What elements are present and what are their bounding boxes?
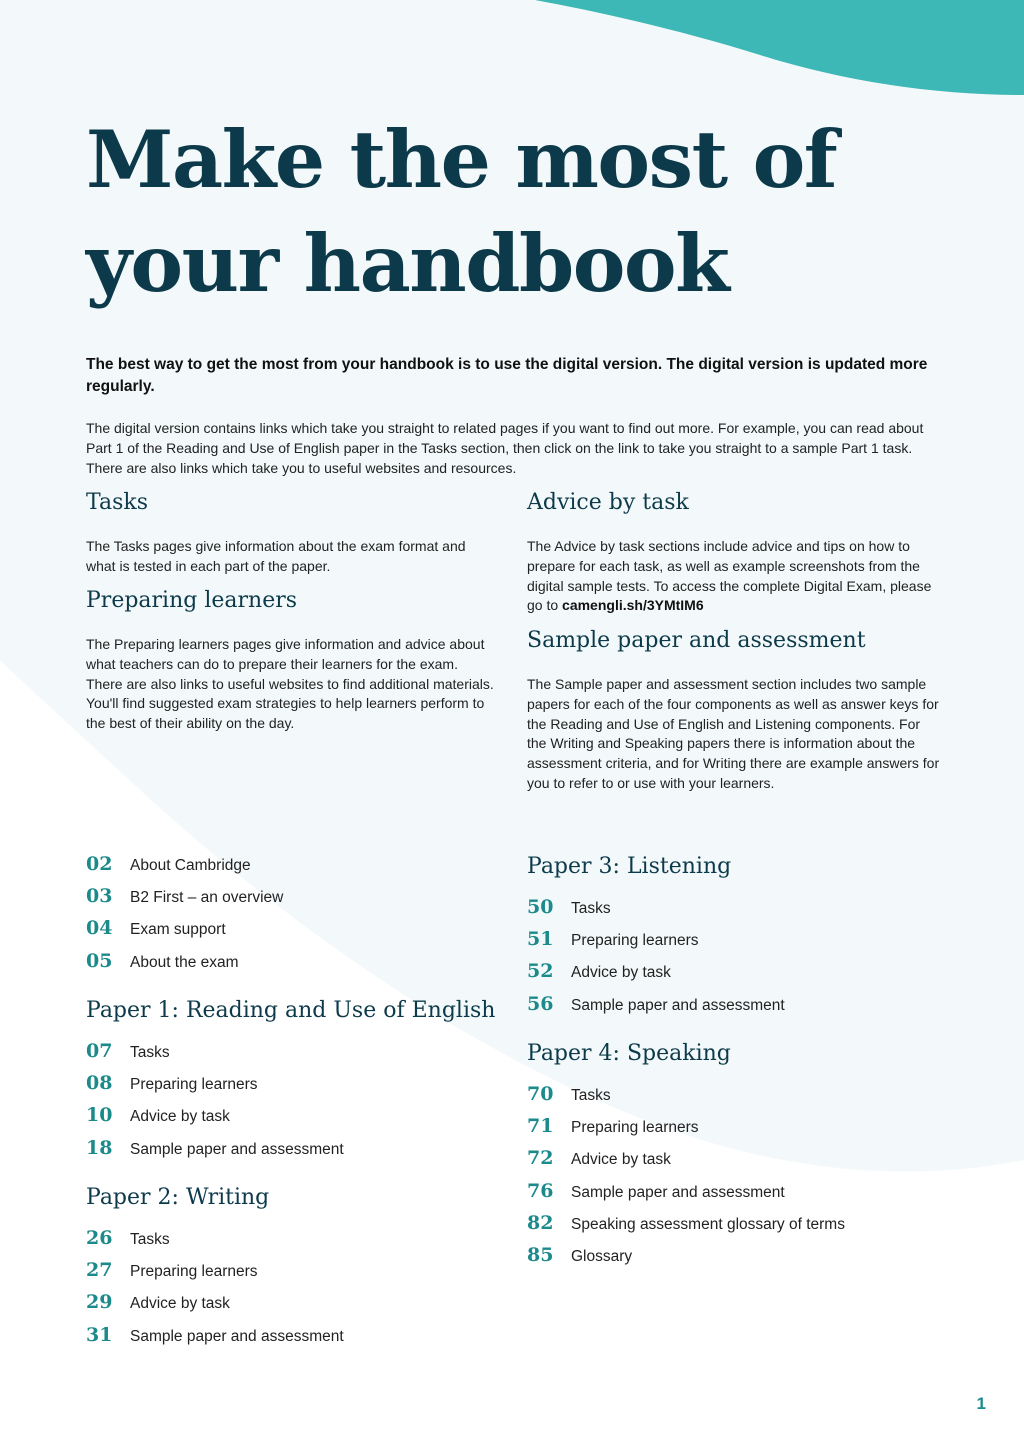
toc-entry[interactable] <box>86 1137 344 1169</box>
page-title-line-2: your handbook <box>86 217 729 310</box>
toc-page-number: 10 <box>86 1104 113 1127</box>
toc-entry-label: Preparing learners <box>130 1263 258 1281</box>
toc-page-number: 26 <box>86 1227 113 1249</box>
toc-entry[interactable] <box>86 1324 344 1356</box>
toc-entry[interactable] <box>86 885 283 917</box>
toc-entry[interactable] <box>86 1291 344 1323</box>
toc-entry-label: About the exam <box>130 953 239 971</box>
toc-entry-label: Sample paper and assessment <box>130 1327 344 1345</box>
toc-page-number: 51 <box>527 928 554 951</box>
toc-entry-label: Speaking assessment glossary of terms <box>571 1215 845 1233</box>
toc-general-list <box>86 853 283 982</box>
toc-entry[interactable] <box>527 1180 845 1212</box>
toc-page-number: 82 <box>527 1211 554 1234</box>
toc-paper3-list <box>527 896 785 1025</box>
toc-page-number: 72 <box>527 1147 554 1170</box>
toc-entry[interactable] <box>86 1104 344 1136</box>
lead-paragraph: The best way to get the most from your handbook is to use the digital version. The digital version is updated more regularly. <box>86 356 928 395</box>
toc-entry-label: Tasks <box>130 1044 170 1061</box>
toc-entry[interactable] <box>527 896 785 928</box>
toc-entry-label: Tasks <box>130 1231 170 1248</box>
toc-paper2-list <box>86 1227 344 1356</box>
toc-page-number: 04 <box>86 917 113 940</box>
toc-page-number: 29 <box>86 1291 113 1314</box>
toc-page-number: 56 <box>527 992 554 1015</box>
toc-entry-label: Advice by task <box>130 1295 230 1313</box>
toc-entry-label: Sample paper and assessment <box>571 1183 785 1201</box>
page-title-line-1: Make the most of <box>86 113 837 206</box>
advice-by-task-body: The Advice by task sections include advice and tips on how to prepare for each task, as well as example screenshots from the digital sample tests. To access the complete Digital Exam, please go to <box>527 538 932 614</box>
page-title <box>86 108 946 316</box>
toc-entry-label: Advice by task <box>130 1108 230 1126</box>
toc-entry[interactable] <box>86 1259 344 1291</box>
toc-page-number: 52 <box>527 960 554 983</box>
advice-by-task-text <box>527 537 942 616</box>
toc-page-number: 85 <box>527 1243 554 1266</box>
toc-page-number: 02 <box>86 853 113 875</box>
toc-paper4-list <box>527 1083 845 1276</box>
tasks-heading: Tasks <box>86 490 148 515</box>
sample-paper-heading: Sample paper and assessment <box>527 628 866 653</box>
toc-page-number: 18 <box>86 1136 113 1159</box>
toc-page-number: 07 <box>86 1040 113 1062</box>
toc-entry-label: Sample paper and assessment <box>130 1140 344 1158</box>
toc-entry[interactable] <box>527 928 785 960</box>
paper4-heading: Paper 4: Speaking <box>527 1041 731 1066</box>
toc-page-number: 31 <box>86 1323 113 1346</box>
toc-entry[interactable] <box>527 1212 845 1244</box>
toc-page-number: 03 <box>86 885 113 908</box>
toc-entry[interactable] <box>527 993 785 1025</box>
toc-entry-label: Tasks <box>571 900 611 917</box>
toc-entry-label: Tasks <box>571 1087 611 1104</box>
toc-entry-label: B2 First – an overview <box>130 889 284 907</box>
toc-entry-label: Preparing learners <box>571 1119 699 1137</box>
toc-page-number: 70 <box>527 1083 554 1105</box>
toc-page-number: 50 <box>527 896 554 918</box>
toc-paper1-list <box>86 1040 344 1169</box>
toc-page-number: 05 <box>86 949 113 972</box>
toc-page-number: 76 <box>527 1179 554 1202</box>
sample-paper-text: The Sample paper and assessment section includes two sample papers for each of the four components as well as answer keys for the Reading and Use of English and Listening components. For the Writing and Speaking papers there is information about the assessment criteria, and for Writing there are example answers for you to refer to or use with your learners. <box>527 676 940 791</box>
page-number: 1 <box>976 1394 986 1413</box>
toc-entry-label: Exam support <box>130 921 226 939</box>
toc-entry[interactable] <box>527 1147 845 1179</box>
toc-entry-label: Advice by task <box>571 1151 671 1169</box>
toc-entry-label: About Cambridge <box>130 857 251 874</box>
toc-page-number: 71 <box>527 1115 554 1138</box>
toc-entry-label: Preparing learners <box>130 1076 258 1094</box>
toc-page-number: 27 <box>86 1259 113 1282</box>
toc-entry-label: Advice by task <box>571 964 671 982</box>
toc-entry[interactable] <box>86 1072 344 1104</box>
paper2-heading: Paper 2: Writing <box>86 1185 270 1210</box>
toc-entry[interactable] <box>86 853 283 885</box>
toc-entry[interactable] <box>527 960 785 992</box>
toc-entry[interactable] <box>527 1244 845 1276</box>
toc-entry[interactable] <box>527 1083 845 1115</box>
toc-entry-label: Glossary <box>571 1247 633 1265</box>
toc-entry[interactable] <box>86 917 283 949</box>
toc-entry[interactable] <box>86 1040 344 1072</box>
digital-exam-link[interactable]: camengli.sh/3YMtIM6 <box>562 597 704 614</box>
paper1-heading: Paper 1: Reading and Use of English <box>86 998 496 1023</box>
paper3-heading: Paper 3: Listening <box>527 854 732 879</box>
advice-by-task-heading: Advice by task <box>527 490 689 515</box>
preparing-learners-heading: Preparing learners <box>86 588 298 613</box>
preparing-learners-text: The Preparing learners pages give information and advice about what teachers can do to prepare their learners for the exam. There are also links to useful websites to find additional materials. You'll find suggested exam strategies to help learners perform to the best of their ability on the day. <box>86 636 494 732</box>
toc-entry[interactable] <box>86 950 283 982</box>
toc-entry[interactable] <box>527 1115 845 1147</box>
intro-paragraph: The digital version contains links which take you straight to related pages if you want to find out more. For example, you can read about Part 1 of the Reading and Use of English paper in the Tasks section, then click on the link to take you straight to a sample Part 1 task. There are also links which take you to useful websites and resources. <box>86 420 924 476</box>
toc-entry-label: Sample paper and assessment <box>571 996 785 1014</box>
toc-entry[interactable] <box>86 1227 344 1259</box>
tasks-text: The Tasks pages give information about the exam format and what is tested in each part of the paper. <box>86 538 466 574</box>
toc-entry-label: Preparing learners <box>571 932 699 950</box>
toc-page-number: 08 <box>86 1072 113 1095</box>
